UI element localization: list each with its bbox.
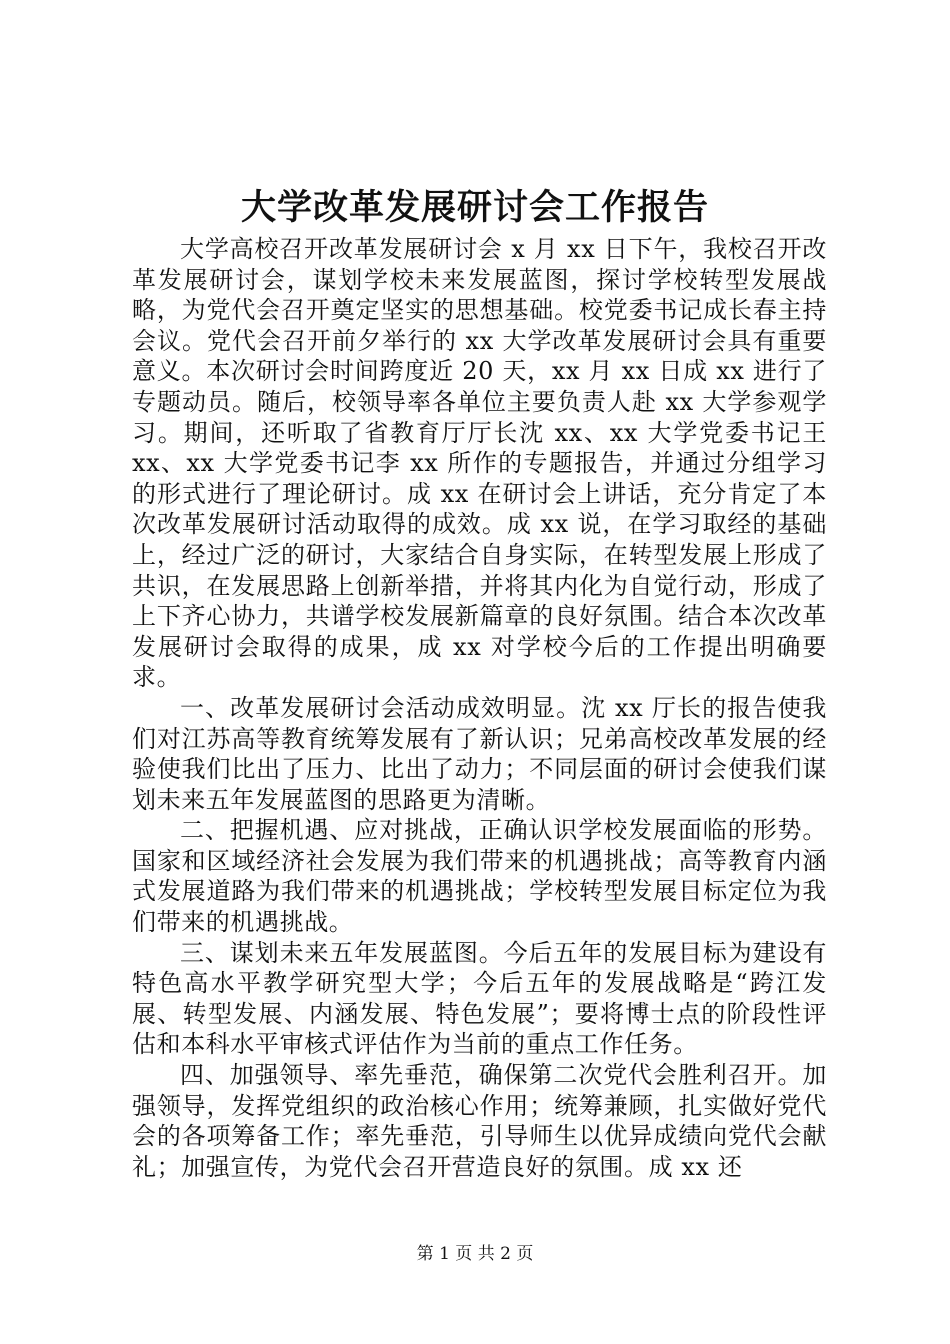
paragraph-point-1: 一、改革发展研讨会活动成效明显。沈 xx 厅长的报告使我们对江苏高等教育统筹发展有了新认识；兄弟高校改革发展的经验使我们比出了压力、比出了动力；不同层面的研讨会使我们谋划未来五年发展蓝图的思路更为清晰。 bbox=[132, 693, 827, 814]
document-body bbox=[132, 234, 827, 1182]
paragraph-point-3: 三、谋划未来五年发展蓝图。今后五年的发展目标为建设有特色高水平教学研究型大学；今后五年的发展战略是“跨江发展、转型发展、内涵发展、特色发展”；要将博士点的阶段性评估和本科水平审核式评估作为当前的重点工作任务。 bbox=[132, 938, 827, 1059]
page-number-footer: 第 1 页 共 2 页 bbox=[416, 1244, 534, 1264]
document-title: 大学改革发展研讨会工作报告 bbox=[240, 187, 709, 228]
paragraph-point-2: 二、把握机遇、应对挑战，正确认识学校发展面临的形势。国家和区域经济社会发展为我们带来的机遇挑战；高等教育内涵式发展道路为我们带来的机遇挑战；学校转型发展目标定位为我们带来的机遇挑战。 bbox=[132, 816, 827, 937]
paragraph-intro: 大学高校召开改革发展研讨会 x 月 xx 日下午，我校召开改革发展研讨会，谋划学校未来发展蓝图，探讨学校转型发展战略，为党代会召开奠定坚实的思想基础。校党委书记成长春主持会议。党代会召开前夕举行的 xx 大学改革发展研讨会具有重要意义。本次研讨会时间跨度近 20 天，xx 月 xx 日成 xx 进行了专题动员。随后，校领导率各单位主要负责人赴 xx 大学参观学习。期间，还听取了省教育厅厅长沈 xx、xx 大学党委书记王 xx、xx 大学党委书记李 xx 所作的专题报告，并通过分组学习的形式进行了理论研讨。成 xx 在研讨会上讲话，充分肯定了本次改革发展研讨活动取得的成效。成 xx 说，在学习取经的基础上，经过广泛的研讨，大家结合自身实际，在转型发展上形成了共识，在发展思路上创新举措，并将其内化为自觉行动，形成了上下齐心协力，共谱学校发展新篇章的良好氛围。结合本次改革发展研讨会取得的成果，成 xx 对学校今后的工作提出明确要求。 bbox=[132, 235, 827, 692]
paragraph-point-4: 四、加强领导、率先垂范，确保第二次党代会胜利召开。加强领导，发挥党组织的政治核心作用；统筹兼顾，扎实做好党代会的各项筹备工作；率先垂范，引导师生以优异成绩向党代会献礼；加强宣传，为党代会召开营造良好的氛围。成 xx 还 bbox=[132, 1061, 827, 1181]
